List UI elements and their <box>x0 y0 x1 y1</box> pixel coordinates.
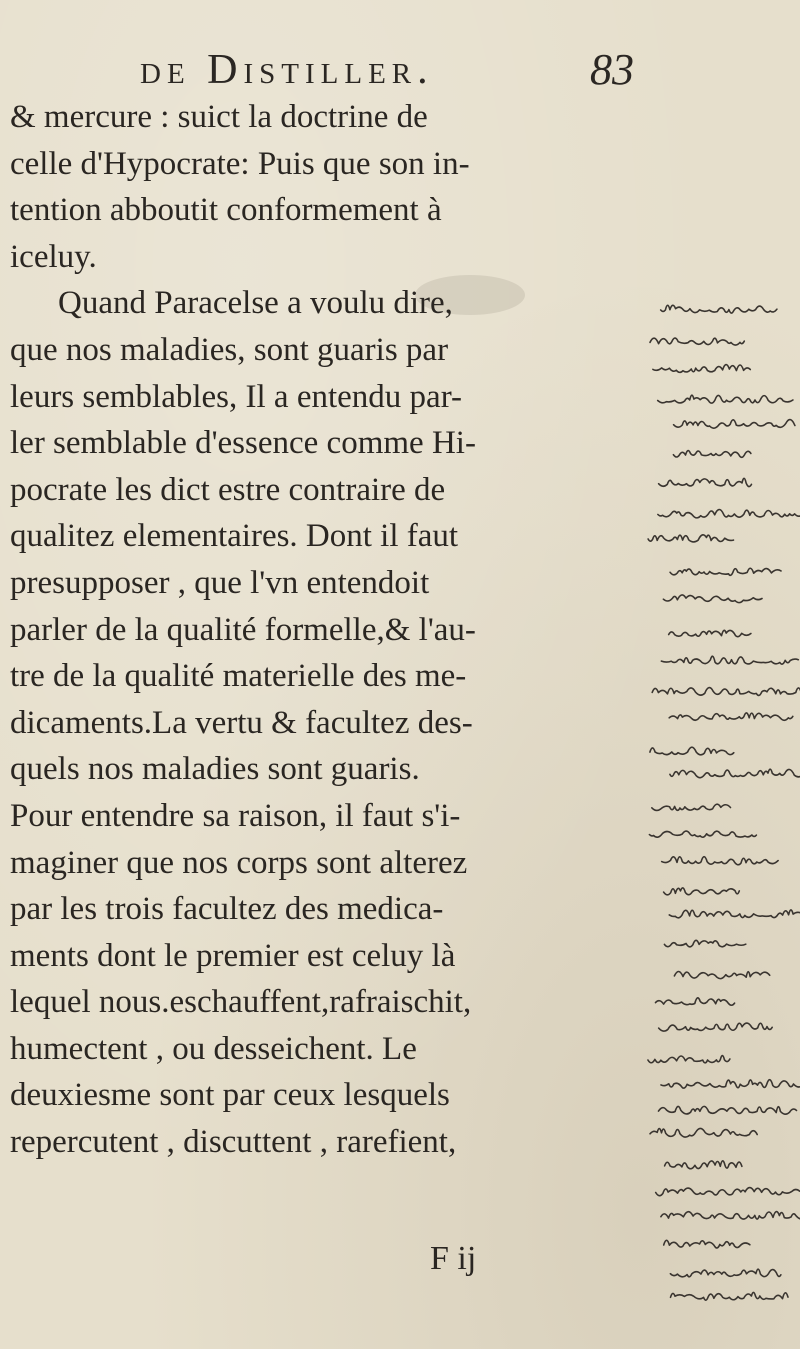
text-line: iceluy. <box>10 238 97 275</box>
text-line: celle d'Hypocrate: Puis que son in- <box>10 145 470 182</box>
marginalia-stroke <box>663 595 762 603</box>
marginalia-stroke <box>669 713 793 720</box>
marginalia-stroke <box>670 1269 781 1277</box>
marginalia-stroke <box>661 1080 800 1088</box>
marginalia-stroke <box>648 535 733 542</box>
marginalia-stroke <box>661 305 777 313</box>
marginalia-stroke <box>656 1188 800 1196</box>
text-line: parler de la qualité formelle,& l'au- <box>10 611 476 648</box>
marginalia-stroke <box>661 1212 800 1219</box>
text-line: tre de la qualité materielle des me- <box>10 658 467 695</box>
text-line: & mercure : suict la doctrine de <box>10 99 428 135</box>
marginalia-stroke <box>653 365 750 373</box>
body-text <box>10 94 660 1166</box>
marginalia-stroke <box>670 568 781 575</box>
marginalia-stroke <box>659 1106 797 1114</box>
text-line: lequel nous.eschauffent,rafraischit, <box>10 984 472 1021</box>
text-line: par les trois facultez des medica- <box>10 891 444 928</box>
marginalia-stroke <box>671 1292 789 1300</box>
text-line: humectent , ou desseichent. Le <box>10 1030 417 1067</box>
marginalia-stroke <box>648 1056 730 1063</box>
text-line: ments dont le premier est celuy là <box>10 937 456 974</box>
text-line: dicaments.La vertu & facultez des- <box>10 704 473 741</box>
marginalia-stroke <box>652 688 800 696</box>
marginalia-stroke <box>674 420 795 429</box>
marginalia-stroke <box>669 630 751 636</box>
running-title: de Distiller. <box>140 47 434 93</box>
text-line: Pour entendre sa raison, il faut s'i- <box>10 797 461 834</box>
marginalia-stroke <box>673 451 751 458</box>
text-line: leurs semblables, Il a entendu par- <box>10 378 463 415</box>
marginalia-stroke <box>659 478 752 486</box>
marginalia-scribbles <box>640 290 800 1340</box>
text-line: maginer que nos corps sont alterez <box>10 844 468 881</box>
text-line: presupposer , que l'vn entendoit <box>10 564 430 601</box>
marginalia-stroke <box>664 1240 750 1248</box>
marginalia-stroke <box>649 831 756 837</box>
text-line: quels nos maladies sont guaris. <box>10 751 420 788</box>
marginalia-stroke <box>664 888 740 895</box>
marginalia-stroke <box>669 910 800 918</box>
handwritten-marginalia <box>640 290 800 1340</box>
marginalia-stroke <box>664 940 745 947</box>
marginalia-stroke <box>650 1128 757 1137</box>
text-line: tention abboutit conformement à <box>10 192 442 229</box>
marginalia-stroke <box>650 747 734 755</box>
marginalia-stroke <box>656 998 735 1005</box>
marginalia-stroke <box>670 769 800 778</box>
text-line: Quand Paracelse a voulu dire, <box>58 285 453 322</box>
signature-mark: F ij <box>430 1240 477 1277</box>
text-line: ler semblable d'essence comme Hi- <box>10 425 476 462</box>
marginalia-stroke <box>659 1023 773 1031</box>
marginalia-stroke <box>662 857 778 865</box>
text-line: deuxiesme sont par ceux lesquels <box>10 1077 450 1114</box>
marginalia-stroke <box>674 971 769 978</box>
text-line: repercutent , discuttent , rarefient, <box>10 1124 457 1161</box>
marginalia-stroke <box>661 656 798 664</box>
marginalia-stroke <box>665 1161 742 1169</box>
marginalia-stroke <box>650 338 744 345</box>
marginalia-stroke <box>652 804 731 810</box>
text-line: pocrate les dict estre contraire de <box>10 471 446 508</box>
marginalia-stroke <box>658 510 800 518</box>
text-line: qualitez elementaires. Dont il faut <box>10 518 459 555</box>
running-head <box>0 40 800 100</box>
page-number: 83 <box>590 45 634 94</box>
marginalia-stroke <box>658 395 793 403</box>
text-line: que nos maladies, sont guaris par <box>10 331 449 368</box>
